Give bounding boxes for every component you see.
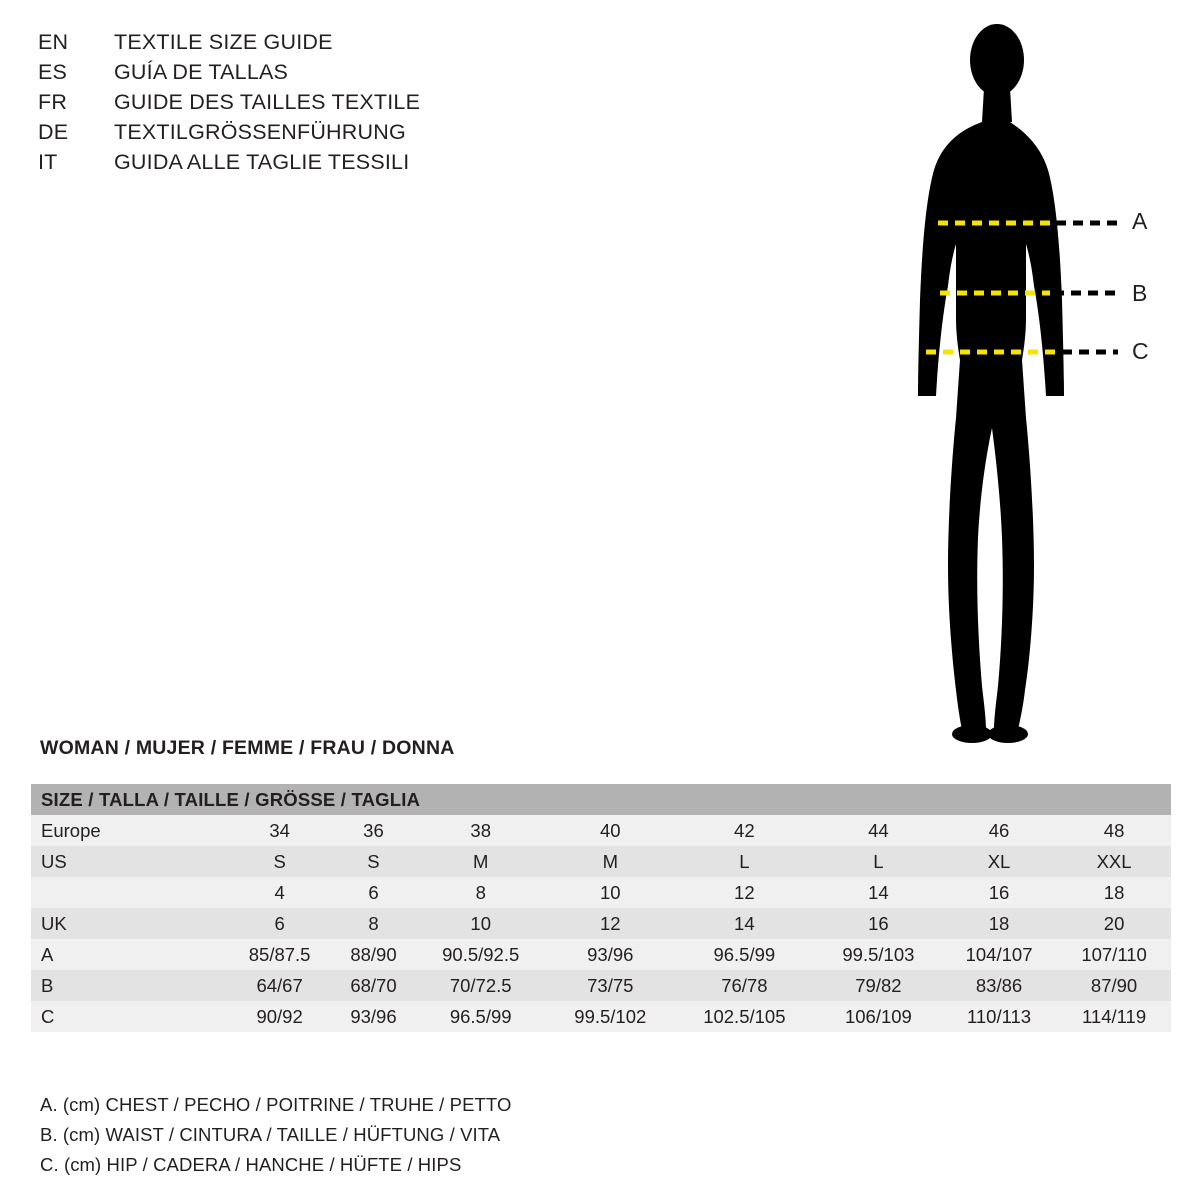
table-cell: 104/107 — [965, 943, 1033, 965]
table-cell: 64/67 — [256, 974, 303, 996]
table-row — [31, 1001, 1171, 1032]
measure-label-a: A — [1132, 208, 1148, 234]
table-row — [31, 939, 1171, 970]
table-cell: 90.5/92.5 — [442, 943, 520, 965]
language-title: GUÍA DE TALLAS — [114, 60, 289, 84]
table-cell: 83/86 — [975, 974, 1023, 996]
table-row — [31, 970, 1171, 1001]
table-cell: L — [873, 850, 884, 872]
table-header-row — [31, 784, 1171, 815]
table-cell: 96.5/99 — [449, 1005, 512, 1027]
table-cell: 76/78 — [721, 974, 768, 996]
table-cell: M — [473, 850, 489, 872]
language-code: FR — [38, 90, 68, 114]
table-cell: 90/92 — [256, 1005, 303, 1027]
table-cell: 10 — [600, 881, 621, 903]
table-cell: 40 — [600, 819, 621, 841]
table-cell: 114/119 — [1082, 1005, 1147, 1027]
table-cell: 70/72.5 — [449, 974, 512, 996]
table-cell: 73/75 — [587, 974, 634, 996]
table-cell: 36 — [363, 819, 384, 841]
woman-silhouette-icon — [860, 18, 1180, 748]
language-code: EN — [38, 30, 69, 54]
row-label: C — [41, 1005, 55, 1027]
table-cell: 18 — [1103, 881, 1125, 903]
table-cell: 88/90 — [350, 943, 397, 965]
table-cell: 44 — [868, 819, 889, 841]
table-cell: 106/109 — [844, 1005, 912, 1027]
language-code: IT — [38, 150, 58, 174]
table-cell: 18 — [988, 912, 1010, 934]
table-cell: 48 — [1103, 819, 1125, 841]
language-code: DE — [38, 120, 69, 144]
table-row — [31, 908, 1171, 939]
table-cell: 16 — [868, 912, 889, 934]
table-cell: 8 — [368, 912, 379, 934]
language-title: GUIDA ALLE TAGLIE TESSILI — [114, 150, 410, 174]
row-label — [31, 877, 226, 908]
table-header-label: SIZE / TALLA / TAILLE / GRÖSSE / TAGLIA — [41, 788, 421, 810]
table-cell: 68/70 — [350, 974, 397, 996]
table-cell: S — [273, 850, 286, 872]
table-row — [31, 877, 1171, 908]
table-cell: 87/90 — [1090, 974, 1138, 996]
language-title: TEXTILGRÖSSENFÜHRUNG — [114, 120, 406, 144]
table-cell: M — [602, 850, 618, 872]
language-row — [38, 90, 598, 120]
table-section-title: WOMAN / MUJER / FEMME / FRAU / DONNA — [40, 737, 455, 759]
table-cell: 14 — [868, 881, 889, 903]
footnote-hip: C. (cm) HIP / CADERA / HANCHE / HÜFTE / HIPS — [40, 1154, 462, 1175]
footnote-chest: A. (cm) CHEST / PECHO / POITRINE / TRUHE / PETTO — [40, 1094, 512, 1115]
table-cell: 6 — [274, 912, 285, 934]
table-cell: 79/82 — [855, 974, 902, 996]
table-cell: 10 — [470, 912, 491, 934]
table-cell: XL — [987, 850, 1011, 872]
table-cell: 34 — [269, 819, 290, 841]
table-cell: XXL — [1096, 850, 1132, 872]
table-cell: 102.5/105 — [703, 1005, 786, 1027]
table-cell: 93/96 — [350, 1005, 397, 1027]
table-cell: S — [367, 850, 380, 872]
table-cell: 12 — [600, 912, 621, 934]
language-row — [38, 150, 598, 180]
table-cell: 96.5/99 — [713, 943, 776, 965]
table-cell: 85/87.5 — [248, 943, 311, 965]
table-cell: 110/113 — [966, 1005, 1032, 1027]
table-cell: 38 — [470, 819, 491, 841]
table-cell: 16 — [988, 881, 1010, 903]
footnote-waist: B. (cm) WAIST / CINTURA / TAILLE / HÜFTUNG / VITA — [40, 1124, 501, 1145]
language-title-block — [38, 30, 598, 180]
table-cell: 107/110 — [1081, 943, 1147, 965]
table-cell: 99.5/102 — [574, 1005, 647, 1027]
language-title: GUIDE DES TAILLES TEXTILE — [114, 90, 421, 114]
figure-area — [860, 18, 1180, 748]
row-label: B — [41, 974, 54, 996]
measure-label-c: C — [1132, 338, 1149, 364]
table-row — [31, 815, 1171, 846]
row-label: US — [41, 850, 67, 872]
row-label: A — [41, 943, 54, 965]
table-cell: 93/96 — [587, 943, 634, 965]
table-cell: 46 — [988, 819, 1010, 841]
size-table — [31, 784, 1171, 1032]
language-row — [38, 60, 598, 90]
table-cell: 99.5/103 — [842, 943, 915, 965]
table-cell: 8 — [475, 881, 486, 903]
language-title: TEXTILE SIZE GUIDE — [114, 30, 333, 54]
table-cell: 20 — [1103, 912, 1125, 934]
table-cell: L — [739, 850, 750, 872]
table-cell: 4 — [274, 881, 285, 903]
language-code: ES — [38, 60, 68, 84]
table-cell: 14 — [734, 912, 755, 934]
table-cell: 12 — [734, 881, 755, 903]
language-row — [38, 120, 598, 150]
table-cell: 6 — [368, 881, 379, 903]
measure-label-b: B — [1132, 280, 1148, 306]
table-cell: 42 — [734, 819, 755, 841]
table-row — [31, 846, 1171, 877]
row-label: Europe — [41, 819, 101, 841]
language-row — [38, 30, 598, 60]
footnotes — [40, 1090, 800, 1180]
row-label: UK — [41, 912, 67, 934]
